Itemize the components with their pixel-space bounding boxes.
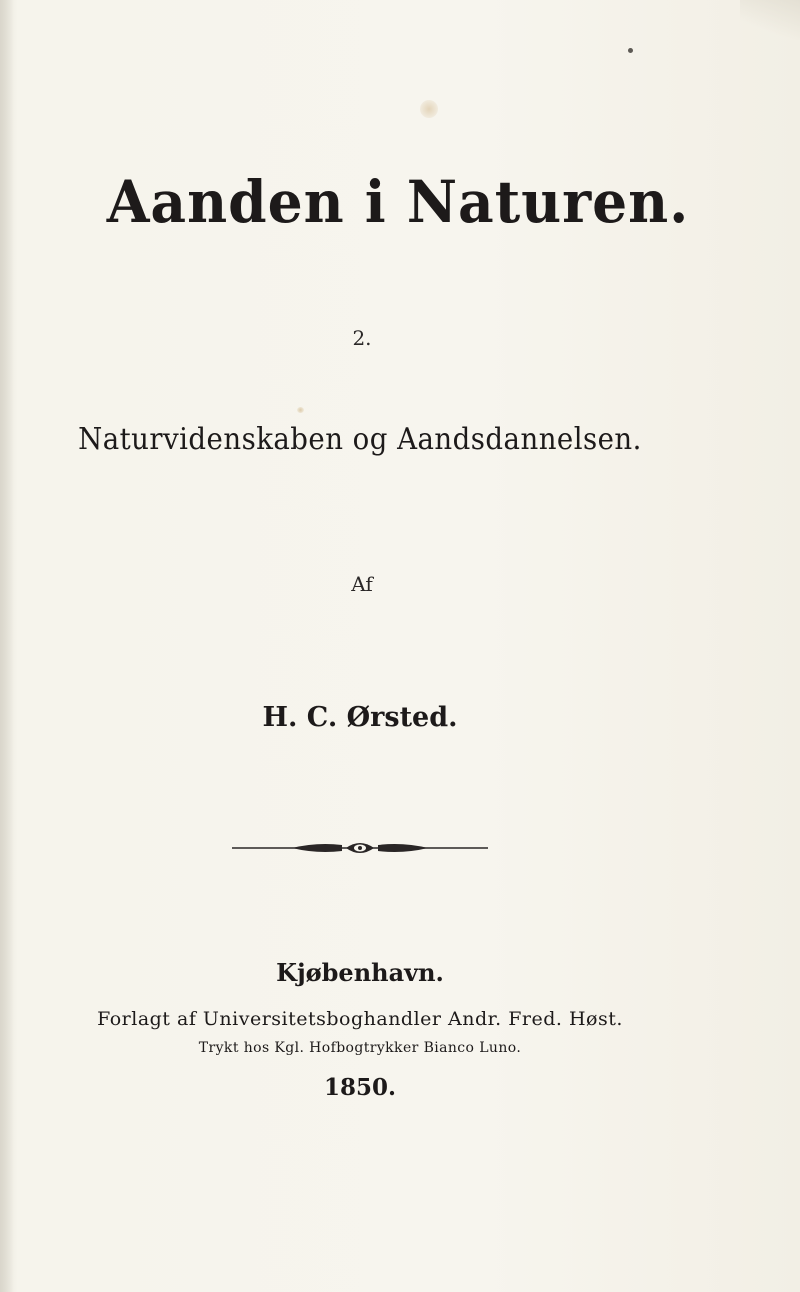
publisher-line: Forlagt af Universitetsboghandler Andr. Fred. Høst. bbox=[97, 1008, 623, 1030]
ink-speck bbox=[628, 48, 633, 53]
volume-number: 2. bbox=[352, 326, 372, 350]
foxing-spot bbox=[297, 407, 304, 413]
author-name: H. C. Ørsted. bbox=[262, 702, 458, 733]
ornamental-rule-icon bbox=[232, 836, 488, 860]
book-title: Aanden i Naturen. bbox=[106, 168, 690, 236]
foxing-spot bbox=[420, 100, 438, 118]
by-line: Af bbox=[351, 572, 373, 596]
book-subtitle: Naturvidenskaben og Aandsdannelsen. bbox=[78, 422, 642, 457]
publication-city: Kjøbenhavn. bbox=[276, 958, 444, 987]
printer-line: Trykt hos Kgl. Hofbogtrykker Bianco Luno. bbox=[198, 1040, 522, 1056]
publication-year: 1850. bbox=[323, 1074, 397, 1101]
page-corner bbox=[740, 0, 800, 40]
